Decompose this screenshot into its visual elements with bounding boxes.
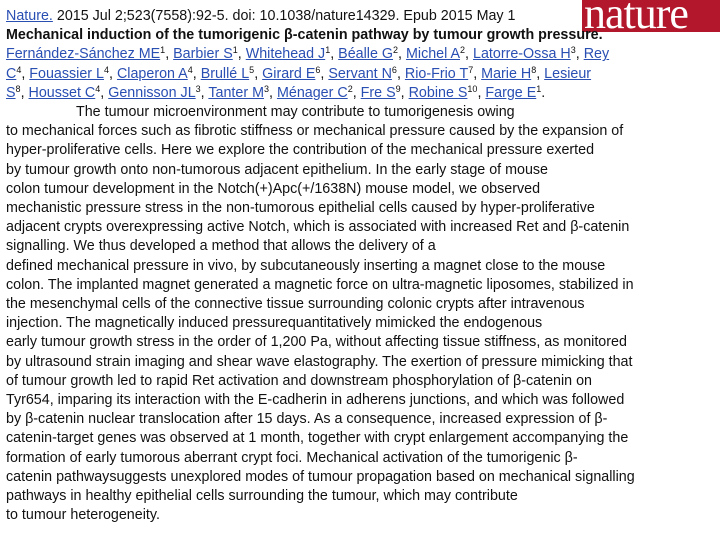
abstract-line: formation of early tumorous aberrant crypt foci. Mechanical activation of the tumorigenic β-	[6, 449, 578, 466]
author-affiliation: 10	[467, 83, 478, 94]
author-link[interactable]: Latorre-Ossa H	[473, 46, 571, 63]
author-link[interactable]: Marie H	[481, 65, 532, 82]
author-link[interactable]: Michel A	[405, 46, 461, 63]
citation-details: 2015 Jul 2;523(7558):92-5. doi: 10.1038/nature14329. Epub 2015 May 1	[52, 8, 516, 24]
author-link[interactable]: C	[6, 65, 17, 82]
author-affiliation: 1	[325, 45, 331, 56]
abstract-line: to mechanical forces such as fibrotic stiffness or mechanical pressure caused by the expansion of	[6, 123, 624, 140]
abstract-line: colon. The implanted magnet generated a magnetic force on ultra-magnetic liposomes, stabilized in	[6, 276, 634, 293]
abstract-line: pathways in healthy epithelial cells surrounding the tumour, which may contribute	[6, 488, 518, 505]
abstract-line: the mesenchymal cells of the connective tissue surrounding colonic crypts after intravenous	[6, 296, 585, 313]
abstract-line: colon tumour development in the Notch(+)Apc(+/1638N) mouse model, we observed	[6, 180, 541, 197]
author-link[interactable]: Barbier S	[173, 46, 233, 63]
author-affiliation: 3	[195, 83, 201, 94]
author-link[interactable]: Rey	[583, 46, 610, 63]
abstract-line: injection. The magnetically induced pressurequantitatively mimicked the endogenous	[6, 315, 543, 332]
author-affiliation: 1	[232, 45, 238, 56]
abstract-line: defined mechanical pressure in vivo, by subcutaneously inserting a magnet close to the mouse	[6, 257, 606, 274]
author-affiliation: 9	[395, 83, 401, 94]
author-affiliation: 4	[16, 64, 22, 75]
author-affiliation: 1	[536, 83, 542, 94]
abstract-line: adjacent crypts overexpressing active Notch, which is associated with increased Ret and β-catenin	[6, 219, 630, 236]
author-affiliation: 7	[468, 64, 474, 75]
abstract-line: of tumour growth led to rapid Ret activation and downstream phosphorylation of β-catenin on	[6, 372, 592, 389]
author-link[interactable]: Fouassier L	[29, 65, 104, 82]
author-link[interactable]: Girard E	[262, 65, 316, 82]
author-link[interactable]: Fre S	[360, 84, 396, 101]
author-link[interactable]: Béalle G	[338, 46, 394, 63]
author-affiliation: 4	[187, 64, 193, 75]
abstract-line: mechanistic pressure stress in the non-tumorous epithelial cells caused by hyper-proliferative	[6, 200, 595, 217]
author-affiliation: 4	[95, 83, 101, 94]
author-affiliation: 6	[391, 64, 397, 75]
abstract-line: Tyr654, imparing its interaction with the E-cadherin in adherens junctions, and which was followed	[6, 392, 625, 409]
author-link[interactable]: Housset C	[28, 84, 96, 101]
author-affiliation: 3	[263, 83, 269, 94]
author-link[interactable]: Tanter M	[208, 84, 264, 101]
author-affiliation: 4	[104, 64, 110, 75]
authors-line-1: Fernández-Sánchez $ME^1$, Barbier $S^1$, Whitehead $J^1$, Béalle $G^2$, Michel $A^2$, Latorre-Ossa $H^3$, Rey	[6, 45, 610, 63]
author-link[interactable]: Farge E	[485, 84, 537, 101]
author-affiliation: 6	[315, 64, 321, 75]
author-affiliation: 2	[393, 45, 399, 56]
author-link[interactable]: Servant N	[328, 65, 392, 82]
abstract-line: hyper-proliferative cells. Here we explore the contribution of the mechanical pressure exerted	[6, 142, 595, 159]
author-affiliation: 1	[160, 45, 166, 56]
abstract-line: catenin pathwaysuggests unexplored modes of tumour propagation based on mechanical signalling	[6, 468, 635, 485]
author-link[interactable]: Robine S	[408, 84, 468, 101]
author-link[interactable]: Rio-Frio T	[404, 65, 469, 82]
author-link[interactable]: Claperon A	[116, 65, 188, 82]
abstract-line: early tumour growth stress in the order of 1,200 Pa, without affecting tissue stiffness, as monitored	[6, 334, 627, 351]
abstract-line: signalling. We thus developed a method that allows the delivery of a	[6, 238, 436, 255]
abstract-line: catenin-target genes was observed at 1 month, together with crypt enlargement accompanying the	[6, 430, 629, 447]
author-affiliation: 2	[347, 83, 353, 94]
author-link[interactable]: Fernández-Sánchez ME	[6, 46, 161, 63]
author-affiliation: 3	[570, 45, 576, 56]
author-link[interactable]: Whitehead J	[245, 46, 326, 63]
author-affiliation: 8	[15, 83, 21, 94]
author-link[interactable]: Gennisson JL	[108, 84, 196, 101]
abstract-text	[6, 103, 714, 525]
abstract-line: The tumour microenvironment may contribute to tumorigenesis owing	[76, 104, 515, 121]
abstract-line: by tumour growth onto non-tumorous adjacent epithelium. In the early stage of mouse	[6, 161, 548, 178]
nature-logo-text: nature	[584, 0, 688, 32]
author-link[interactable]: Lesieur	[544, 65, 592, 82]
author-affiliation: 8	[531, 64, 537, 75]
authors-line-3: $S^8$, Housset $C^4$, Gennisson $JL^3$, Tanter $M^3$, Ménager $C^2$, Fre $S^9$, Robine $S^{10}$, Farge $E^1$.	[6, 83, 546, 101]
author-link[interactable]: S	[6, 84, 16, 101]
abstract-line: by ultrasound strain imaging and shear wave elastography. The exertion of pressure mimicking that	[6, 353, 633, 370]
journal-link[interactable]: Nature.	[6, 8, 53, 24]
abstract-page	[6, 7, 714, 525]
author-affiliation: 5	[249, 64, 255, 75]
author-link[interactable]: Ménager C	[276, 84, 348, 101]
abstract-line: by β-catenin nuclear translocation after 15 days. As a consequence, increased expression of β-	[6, 411, 608, 428]
citation-line	[6, 7, 714, 26]
abstract-line: to tumour heterogeneity.	[6, 507, 160, 524]
author-link[interactable]: Brullé L	[200, 65, 250, 82]
authors-line-2: $C^4$, Fouassier $L^4$, Claperon $A^4$, Brullé $L^5$, Girard $E^6$, Servant $N^6$, Rio-Frio $T^7$, Marie $H^8$, Lesieur	[6, 64, 592, 82]
article-title: Mechanical induction of the tumorigenic β-catenin pathway by tumour growth pressure.	[6, 27, 603, 44]
author-affiliation: 2	[460, 45, 466, 56]
